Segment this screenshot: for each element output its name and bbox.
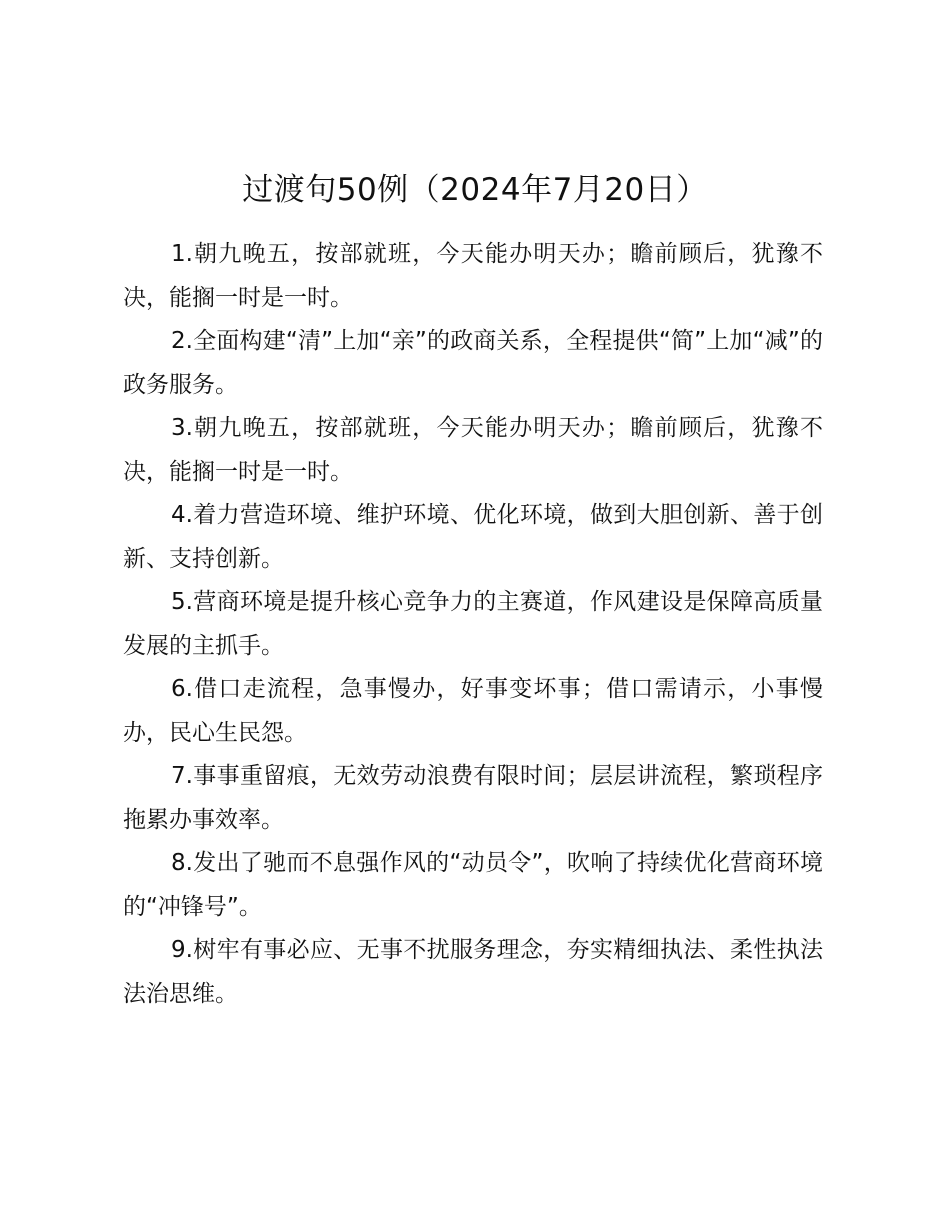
document-body — [123, 233, 823, 1016]
paragraph-9: 9.树牢有事必应、无事不扰服务理念，夯实精细执法、柔性执法法治思维。 — [123, 937, 823, 1007]
paragraph-2: 2.全面构建“清”上加“亲”的政商关系，全程提供“简”上加“减”的政务服务。 — [123, 328, 823, 398]
paragraph-1: 1.朝九晚五，按部就班，今天能办明天办；瞻前顾后，犹豫不决，能搁一时是一时。 — [123, 241, 823, 311]
document-title: 过渡句50例（2024年7月20日） — [242, 172, 708, 208]
paragraph-6: 6.借口走流程，急事慢办，好事变坏事；借口需请示，小事慢办，民心生民怨。 — [123, 676, 823, 746]
paragraph-5: 5.营商环境是提升核心竞争力的主赛道，作风建设是保障高质量发展的主抓手。 — [123, 589, 823, 659]
paragraph-4: 4.着力营造环境、维护环境、优化环境，做到大胆创新、善于创新、支持创新。 — [123, 502, 823, 572]
paragraph-8: 8.发出了驰而不息强作风的“动员令”，吹响了持续优化营商环境的“冲锋号”。 — [123, 850, 823, 920]
paragraph-7: 7.事事重留痕，无效劳动浪费有限时间；层层讲流程，繁琐程序拖累办事效率。 — [123, 763, 823, 833]
paragraph-3: 3.朝九晚五，按部就班，今天能办明天办；瞻前顾后，犹豫不决，能搁一时是一时。 — [123, 415, 823, 485]
